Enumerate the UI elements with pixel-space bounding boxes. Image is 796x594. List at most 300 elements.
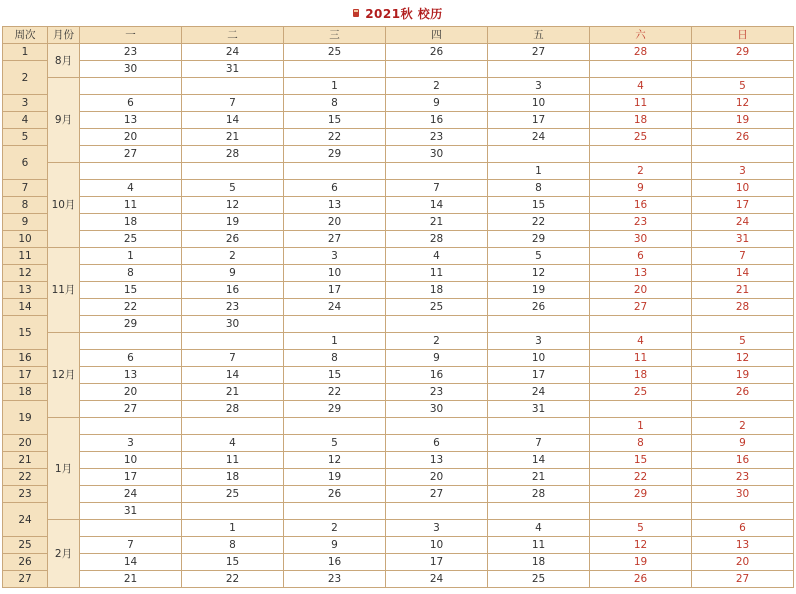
day-cell: 26 (386, 44, 488, 61)
calendar-row (3, 333, 794, 350)
day-cell: 29 (488, 231, 590, 248)
calendar-row (3, 265, 794, 282)
day-cell: 7 (692, 248, 794, 265)
week-number: 17 (3, 367, 48, 384)
page-title: 2021秋 校历 (365, 6, 443, 21)
day-cell: 19 (488, 282, 590, 299)
day-cell (80, 333, 182, 350)
day-cell (488, 418, 590, 435)
calendar-row (3, 95, 794, 112)
day-cell: 2 (182, 248, 284, 265)
day-cell: 14 (386, 197, 488, 214)
calendar-row (3, 197, 794, 214)
calendar-row (3, 418, 794, 435)
calendar-body (3, 44, 794, 588)
day-cell: 6 (386, 435, 488, 452)
calendar-row (3, 537, 794, 554)
day-cell: 5 (692, 78, 794, 95)
day-cell: 9 (182, 265, 284, 282)
header-thu: 四 (386, 27, 488, 44)
day-cell (488, 503, 590, 520)
day-cell: 18 (182, 469, 284, 486)
day-cell (284, 163, 386, 180)
day-cell: 7 (80, 537, 182, 554)
day-cell: 16 (386, 367, 488, 384)
week-number: 23 (3, 486, 48, 503)
header-month: 月份 (48, 27, 80, 44)
calendar-row (3, 129, 794, 146)
month-label: 2月 (48, 520, 80, 588)
day-cell (590, 401, 692, 418)
week-number: 5 (3, 129, 48, 146)
day-cell: 23 (182, 299, 284, 316)
day-cell (182, 333, 284, 350)
day-cell: 23 (80, 44, 182, 61)
day-cell: 17 (488, 367, 590, 384)
day-cell: 13 (590, 265, 692, 282)
day-cell: 14 (692, 265, 794, 282)
day-cell: 2 (692, 418, 794, 435)
day-cell: 4 (590, 78, 692, 95)
day-cell (590, 503, 692, 520)
day-cell: 19 (284, 469, 386, 486)
day-cell: 21 (386, 214, 488, 231)
calendar-row (3, 163, 794, 180)
day-cell: 1 (284, 333, 386, 350)
day-cell (80, 163, 182, 180)
calendar-row (3, 44, 794, 61)
day-cell: 14 (182, 367, 284, 384)
day-cell: 13 (692, 537, 794, 554)
week-number: 19 (3, 401, 48, 435)
day-cell: 15 (182, 554, 284, 571)
day-cell: 15 (590, 452, 692, 469)
day-cell: 24 (182, 44, 284, 61)
day-cell: 12 (284, 452, 386, 469)
day-cell: 8 (488, 180, 590, 197)
day-cell: 3 (488, 333, 590, 350)
day-cell: 2 (590, 163, 692, 180)
day-cell: 15 (80, 282, 182, 299)
month-label: 9月 (48, 78, 80, 163)
day-cell: 23 (386, 129, 488, 146)
day-cell: 11 (182, 452, 284, 469)
day-cell: 13 (80, 367, 182, 384)
day-cell: 27 (284, 231, 386, 248)
day-cell: 8 (182, 537, 284, 554)
day-cell (386, 418, 488, 435)
calendar-row (3, 520, 794, 537)
week-number: 16 (3, 350, 48, 367)
week-number: 2 (3, 61, 48, 95)
day-cell: 11 (386, 265, 488, 282)
day-cell: 18 (80, 214, 182, 231)
day-cell: 17 (80, 469, 182, 486)
day-cell (386, 163, 488, 180)
day-cell: 3 (488, 78, 590, 95)
day-cell: 21 (488, 469, 590, 486)
calendar-row (3, 112, 794, 129)
day-cell: 4 (488, 520, 590, 537)
day-cell: 25 (488, 571, 590, 588)
week-number: 12 (3, 265, 48, 282)
day-cell: 24 (80, 486, 182, 503)
calendar-row (3, 384, 794, 401)
day-cell: 12 (590, 537, 692, 554)
week-number: 3 (3, 95, 48, 112)
day-cell: 1 (590, 418, 692, 435)
day-cell: 28 (182, 401, 284, 418)
week-number: 8 (3, 197, 48, 214)
day-cell: 15 (284, 112, 386, 129)
day-cell: 30 (182, 316, 284, 333)
calendar-row (3, 61, 794, 78)
day-cell: 22 (284, 129, 386, 146)
calendar-row (3, 435, 794, 452)
day-cell: 16 (386, 112, 488, 129)
day-cell (488, 61, 590, 78)
day-cell: 10 (386, 537, 488, 554)
day-cell: 22 (488, 214, 590, 231)
header-row (3, 27, 794, 44)
day-cell: 7 (488, 435, 590, 452)
day-cell: 25 (80, 231, 182, 248)
day-cell: 10 (284, 265, 386, 282)
day-cell: 26 (590, 571, 692, 588)
week-number: 25 (3, 537, 48, 554)
day-cell: 21 (182, 129, 284, 146)
day-cell: 30 (386, 401, 488, 418)
day-cell: 15 (488, 197, 590, 214)
header-tue: 二 (182, 27, 284, 44)
calendar-row (3, 231, 794, 248)
week-number: 14 (3, 299, 48, 316)
day-cell: 29 (80, 316, 182, 333)
day-cell (590, 146, 692, 163)
day-cell: 18 (386, 282, 488, 299)
calendar-row (3, 214, 794, 231)
day-cell (284, 61, 386, 78)
day-cell: 11 (80, 197, 182, 214)
day-cell: 9 (590, 180, 692, 197)
day-cell (692, 316, 794, 333)
day-cell (80, 520, 182, 537)
day-cell: 7 (182, 350, 284, 367)
week-number: 1 (3, 44, 48, 61)
week-number: 9 (3, 214, 48, 231)
day-cell: 13 (386, 452, 488, 469)
day-cell: 3 (386, 520, 488, 537)
day-cell: 25 (590, 384, 692, 401)
day-cell: 1 (80, 248, 182, 265)
day-cell (80, 78, 182, 95)
day-cell: 7 (182, 95, 284, 112)
day-cell: 20 (386, 469, 488, 486)
week-number: 10 (3, 231, 48, 248)
day-cell: 25 (182, 486, 284, 503)
day-cell: 8 (80, 265, 182, 282)
day-cell: 6 (80, 350, 182, 367)
week-number: 21 (3, 452, 48, 469)
day-cell: 23 (590, 214, 692, 231)
day-cell: 28 (182, 146, 284, 163)
day-cell: 13 (80, 112, 182, 129)
day-cell: 31 (80, 503, 182, 520)
day-cell: 22 (284, 384, 386, 401)
day-cell (590, 61, 692, 78)
calendar-row (3, 571, 794, 588)
day-cell: 1 (488, 163, 590, 180)
day-cell: 19 (692, 112, 794, 129)
day-cell: 7 (386, 180, 488, 197)
day-cell (386, 61, 488, 78)
day-cell: 27 (488, 44, 590, 61)
week-number: 15 (3, 316, 48, 350)
day-cell: 6 (692, 520, 794, 537)
day-cell: 8 (284, 350, 386, 367)
day-cell: 28 (692, 299, 794, 316)
day-cell: 17 (488, 112, 590, 129)
day-cell: 26 (692, 384, 794, 401)
day-cell: 26 (182, 231, 284, 248)
day-cell: 27 (80, 401, 182, 418)
day-cell: 2 (386, 333, 488, 350)
day-cell: 3 (284, 248, 386, 265)
day-cell: 12 (692, 350, 794, 367)
day-cell (182, 503, 284, 520)
day-cell: 16 (182, 282, 284, 299)
day-cell: 23 (692, 469, 794, 486)
day-cell: 30 (80, 61, 182, 78)
day-cell (284, 418, 386, 435)
day-cell: 1 (182, 520, 284, 537)
header-week: 周次 (3, 27, 48, 44)
header-wed: 三 (284, 27, 386, 44)
header-sat: 六 (590, 27, 692, 44)
day-cell: 14 (488, 452, 590, 469)
week-number: 6 (3, 146, 48, 180)
day-cell: 18 (590, 112, 692, 129)
day-cell: 17 (692, 197, 794, 214)
calendar-row (3, 146, 794, 163)
calendar-row (3, 452, 794, 469)
day-cell: 26 (284, 486, 386, 503)
day-cell: 12 (488, 265, 590, 282)
day-cell: 4 (182, 435, 284, 452)
day-cell: 27 (80, 146, 182, 163)
day-cell: 15 (284, 367, 386, 384)
day-cell: 12 (692, 95, 794, 112)
day-cell (692, 61, 794, 78)
day-cell (182, 78, 284, 95)
calendar-row (3, 401, 794, 418)
day-cell: 31 (182, 61, 284, 78)
day-cell (692, 401, 794, 418)
day-cell: 18 (488, 554, 590, 571)
calendar-row (3, 350, 794, 367)
day-cell: 5 (488, 248, 590, 265)
day-cell: 24 (386, 571, 488, 588)
day-cell (284, 316, 386, 333)
day-cell (590, 316, 692, 333)
day-cell (692, 146, 794, 163)
day-cell: 2 (386, 78, 488, 95)
header-sun: 日 (692, 27, 794, 44)
week-number: 7 (3, 180, 48, 197)
day-cell: 29 (284, 146, 386, 163)
day-cell: 25 (590, 129, 692, 146)
calendar-row (3, 248, 794, 265)
day-cell: 24 (488, 384, 590, 401)
day-cell: 8 (590, 435, 692, 452)
day-cell: 14 (182, 112, 284, 129)
book-icon (353, 9, 359, 17)
day-cell: 6 (590, 248, 692, 265)
day-cell: 5 (284, 435, 386, 452)
day-cell: 22 (182, 571, 284, 588)
day-cell (386, 316, 488, 333)
day-cell (80, 418, 182, 435)
day-cell: 16 (692, 452, 794, 469)
day-cell: 6 (284, 180, 386, 197)
day-cell: 20 (80, 384, 182, 401)
day-cell: 20 (80, 129, 182, 146)
week-number: 13 (3, 282, 48, 299)
day-cell: 12 (182, 197, 284, 214)
day-cell: 22 (590, 469, 692, 486)
calendar-row (3, 282, 794, 299)
day-cell: 30 (386, 146, 488, 163)
calendar-row (3, 316, 794, 333)
school-calendar-table (2, 26, 794, 588)
calendar-row (3, 367, 794, 384)
day-cell (182, 163, 284, 180)
day-cell: 24 (488, 129, 590, 146)
day-cell: 30 (692, 486, 794, 503)
week-number: 11 (3, 248, 48, 265)
day-cell: 24 (692, 214, 794, 231)
day-cell: 20 (692, 554, 794, 571)
day-cell: 1 (284, 78, 386, 95)
day-cell: 19 (590, 554, 692, 571)
day-cell: 30 (590, 231, 692, 248)
day-cell: 26 (692, 129, 794, 146)
day-cell: 19 (692, 367, 794, 384)
day-cell: 26 (488, 299, 590, 316)
calendar-row (3, 180, 794, 197)
day-cell: 23 (284, 571, 386, 588)
day-cell: 24 (284, 299, 386, 316)
title-bar (0, 0, 796, 26)
calendar-row (3, 554, 794, 571)
day-cell: 16 (590, 197, 692, 214)
day-cell: 3 (692, 163, 794, 180)
day-cell: 5 (590, 520, 692, 537)
month-label: 10月 (48, 163, 80, 248)
day-cell: 21 (692, 282, 794, 299)
calendar-row (3, 299, 794, 316)
day-cell (386, 503, 488, 520)
week-number: 24 (3, 503, 48, 537)
month-label: 1月 (48, 418, 80, 520)
title-wrap (353, 5, 443, 22)
day-cell: 13 (284, 197, 386, 214)
week-number: 18 (3, 384, 48, 401)
day-cell: 27 (692, 571, 794, 588)
day-cell: 28 (590, 44, 692, 61)
calendar-row (3, 486, 794, 503)
header-fri: 五 (488, 27, 590, 44)
calendar-row (3, 503, 794, 520)
day-cell (488, 316, 590, 333)
day-cell: 5 (182, 180, 284, 197)
day-cell: 11 (488, 537, 590, 554)
day-cell: 16 (284, 554, 386, 571)
day-cell: 9 (386, 350, 488, 367)
day-cell: 17 (284, 282, 386, 299)
week-number: 4 (3, 112, 48, 129)
calendar-row (3, 78, 794, 95)
day-cell: 3 (80, 435, 182, 452)
day-cell (182, 418, 284, 435)
day-cell: 4 (590, 333, 692, 350)
day-cell: 31 (488, 401, 590, 418)
day-cell: 14 (80, 554, 182, 571)
day-cell: 29 (284, 401, 386, 418)
day-cell: 28 (386, 231, 488, 248)
month-label: 11月 (48, 248, 80, 333)
day-cell: 10 (488, 95, 590, 112)
day-cell: 10 (692, 180, 794, 197)
day-cell: 4 (80, 180, 182, 197)
day-cell: 9 (284, 537, 386, 554)
header-mon: 一 (80, 27, 182, 44)
day-cell (284, 503, 386, 520)
day-cell: 25 (284, 44, 386, 61)
day-cell: 21 (80, 571, 182, 588)
month-label: 8月 (48, 44, 80, 78)
day-cell: 22 (80, 299, 182, 316)
day-cell: 21 (182, 384, 284, 401)
day-cell: 20 (590, 282, 692, 299)
day-cell: 18 (590, 367, 692, 384)
day-cell: 6 (80, 95, 182, 112)
day-cell: 17 (386, 554, 488, 571)
day-cell: 19 (182, 214, 284, 231)
day-cell: 28 (488, 486, 590, 503)
day-cell: 11 (590, 350, 692, 367)
day-cell (488, 146, 590, 163)
week-number: 27 (3, 571, 48, 588)
day-cell: 29 (590, 486, 692, 503)
day-cell: 20 (284, 214, 386, 231)
week-number: 20 (3, 435, 48, 452)
calendar-row (3, 469, 794, 486)
week-number: 22 (3, 469, 48, 486)
day-cell: 31 (692, 231, 794, 248)
day-cell: 27 (590, 299, 692, 316)
week-number: 26 (3, 554, 48, 571)
day-cell: 9 (386, 95, 488, 112)
day-cell: 5 (692, 333, 794, 350)
day-cell: 27 (386, 486, 488, 503)
day-cell (692, 503, 794, 520)
day-cell: 29 (692, 44, 794, 61)
day-cell: 4 (386, 248, 488, 265)
day-cell: 23 (386, 384, 488, 401)
day-cell: 8 (284, 95, 386, 112)
day-cell: 25 (386, 299, 488, 316)
